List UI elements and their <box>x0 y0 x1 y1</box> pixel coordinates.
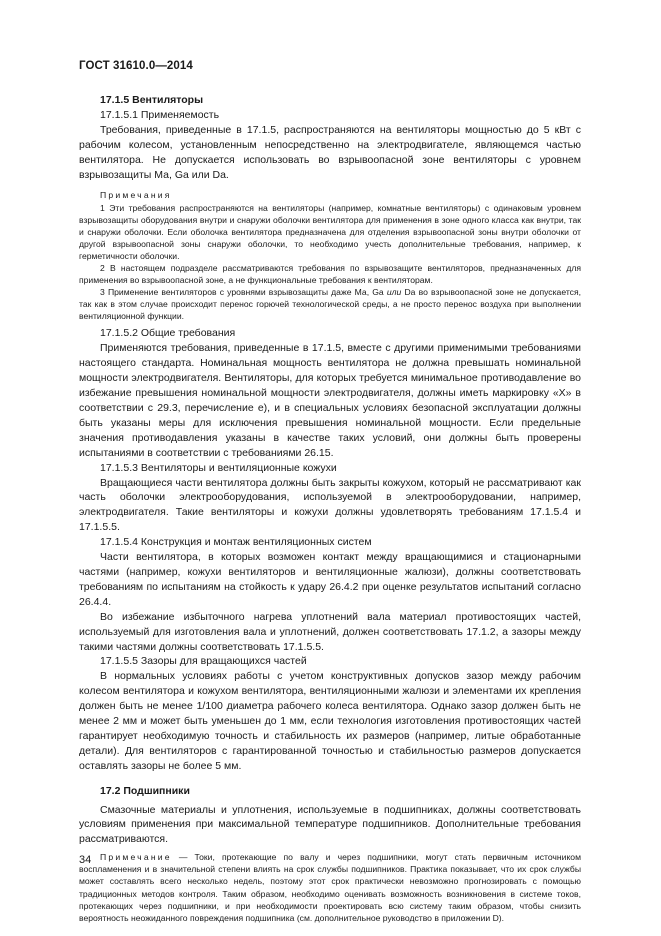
bearings-note-label: Примечание <box>100 852 172 863</box>
bearings-note <box>79 851 581 924</box>
content-body <box>79 93 581 924</box>
paragraph-clearances: В нормальных условиях работы с учетом конструктивных допусков зазор между рабочим колесом вентилятора и кожухом вентилятора, вентиляционными жалюзи и элементами их крепления должен быть не менее 1/100 диаметра рабочего колеса вентилятора. Однако зазор должен быть не менее 2 мм и может быть уменьшен до 1 мм, если технология изготовления противостоящих частей гарантирует необходимую точность и стабильность их размеров (например, литые обработанные детали). Для вентиляторов с гарантированной точностью и стабильностью размеров допускается оставлять зазоры не более 5 мм. <box>79 670 581 772</box>
paragraph-general-requirements: Применяются требования, приведенные в 17.1.5, вместе с другими применимыми требованиями настоящего стандарта. Номинальная мощность вентилятора не должна превышать номинальной мощности электродвигателя. Вентиляторы, для которых требуется минимальное противодавление во избежание превышения номинальной мощности электродвигателя, должны иметь маркировку «X» в соответствии с 29.3, перечисление е), и в специальных условиях безопасной эксплуатации должны быть указаны меры для исключения превышения номинальной мощности. Если предельные значения противодавления указаны в качестве таких условий, они должны быть проверены испытаниями в соответствии с требованиями 26.15. <box>79 342 581 459</box>
subsection-title-17-1-5-5: 17.1.5.5 Зазоры для вращающихся частей <box>100 655 307 668</box>
page-number: 34 <box>79 854 92 866</box>
notes-title: Примечания <box>100 190 172 201</box>
subsection-title-17-1-5-3: 17.1.5.3 Вентиляторы и вентиляционные кожухи <box>100 461 337 474</box>
subsection-title-17-1-5-4: 17.1.5.4 Конструкция и монтаж вентиляционных систем <box>100 536 372 549</box>
subsection-title-17-1-5-1: 17.1.5.1 Применяемость <box>100 108 220 121</box>
section-title-17-1-5: 17.1.5 Вентиляторы <box>100 94 204 106</box>
note-3-part-a: 3 Применение вентиляторов с уровнями взрывозащиты даже Ма, Ga <box>100 287 387 298</box>
paragraph-bearings: Смазочные материалы и уплотнения, используемые в подшипниках, должны соответствовать условиям применения при максимальной температуре подшипников. Дополнительные требования рассматриваются. <box>79 803 581 846</box>
note-3-ili: или <box>386 287 402 298</box>
bearings-note-text: — Токи, протекающие по валу и через подшипники, могут стать первичным источником воспламенения и в значительной степени влиять на срок службы подшипников. Практика показывает, что их срок службы может составлять всего несколько недель, поэтому этот срок практически невозможно прогнозировать с помощью традиционных методов контроля. Таким образом, необходимо оценивать возможность возникновения в системе токов, протекающих через подшипники, и при необходимости проектировать всю систему таким образом, чтобы снизить вероятность неожиданного повреждения подшипника (см. дополнительное руководство в приложении D). <box>79 852 581 923</box>
note-3 <box>79 286 581 322</box>
note-3-part-b: Da во взрывоопасной зоне не допускается, так как в этом случае происходит перенос горючей технологической среды, а не просто перенос воздуха при выполнении вентиляционной функции. <box>79 287 581 322</box>
section-title-17-2: 17.2 Подшипники <box>100 784 190 797</box>
note-1: 1 Эти требования распространяются на вентиляторы (например, комнатные вентиляторы) с одинаковым уровнем взрывозащиты оборудования внутри и снаружи оболочки вентилятора для применения в зоне одного класса как внутри, так и снаружи оболочки. Если оболочка вентилятора предназначена для отделения взрывоопасной зоны внутри оболочки от другой взрывоопасной зоны снаружи оболочки, то необходимо учесть дополнительные требования, например, к герметичности оболочки. <box>79 202 581 261</box>
standard-header: ГОСТ 31610.0—2014 <box>79 60 193 72</box>
paragraph-applicability: Требования, приведенные в 17.1.5, распространяются на вентиляторы мощностью до 5 кВт с рабочим колесом, установленным непосредственно на электродвигателе, являющемся частью вентилятора. Не допускается использовать во взрывоопасной зоне вентиляторы с уровнем взрывозащиты Ма, Ga или Da. <box>79 123 581 181</box>
paragraph-construction-b: Во избежание избыточного нагрева уплотнений вала материал противостоящих частей, используемый для изготовления вала и уплотнений, должен соответствовать 17.1.2, а зазоры между такими частями должны соответствовать 17.1.5.5. <box>79 610 581 653</box>
paragraph-fans-and-covers: Вращающиеся части вентилятора должны быть закрыты кожухом, который не рассматривают как часть оболочки электрооборудования, используемой в электрооборудовании, например, электродвигателя. Такие вентиляторы и кожухи должны удовлетворять требованиям 17.1.5.4 и 17.1.5.5. <box>79 476 581 534</box>
note-2: 2 В настоящем подразделе рассматриваются требования по взрывозащите вентиляторов, предназначенных для применения во взрывоопасной зоне, а не функциональные требования к вентиляторам. <box>79 263 581 286</box>
paragraph-construction-a: Части вентилятора, в которых возможен контакт между вращающимися и стационарными частями (например, кожухи вентиляторов и вентиляционные жалюзи), должны соответствовать требованиям по испытаниям на стойкость к удару 26.4.2 при оценке результатов испытаний согласно 26.4.4. <box>79 551 581 608</box>
subsection-title-17-1-5-2: 17.1.5.2 Общие требования <box>100 327 236 340</box>
